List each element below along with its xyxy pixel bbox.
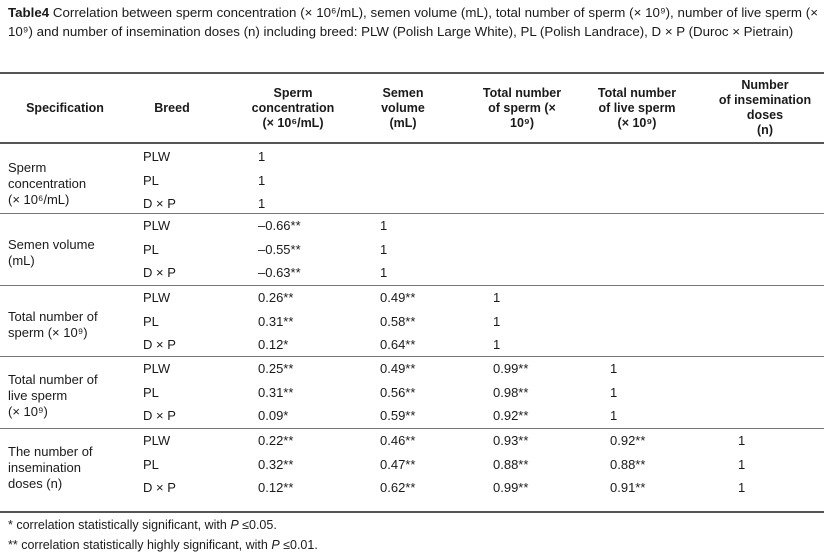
row-group-label-line: The number of: [8, 444, 93, 459]
value-cell: 0.91**: [610, 480, 646, 495]
value-cell: 0.99**: [493, 480, 529, 495]
footnote-highly-significant: [8, 538, 318, 552]
breed-cell: PL: [143, 456, 159, 472]
value-cell: 1: [380, 218, 388, 233]
value-cell: 0.59**: [380, 408, 416, 423]
value-cell: –0.63**: [258, 265, 301, 280]
column-header-line: 10⁹): [510, 115, 534, 130]
value-cell: –0.66**: [258, 218, 301, 233]
value-cell: 0.49**: [380, 290, 416, 305]
row-group-label-line: insemination: [8, 460, 81, 475]
footnote-p: P: [230, 518, 239, 532]
group-separator: [0, 356, 824, 357]
value-cell: 0.22**: [258, 433, 294, 448]
row-group-label-line: live sperm: [8, 388, 68, 403]
value-cell: 0.64**: [380, 337, 416, 352]
value-cell: 0.88**: [493, 456, 529, 472]
column-header-line: (mL): [389, 115, 417, 130]
value-cell: 0.46**: [380, 433, 416, 448]
breed-cell: PL: [143, 172, 159, 188]
column-header-line: Total number: [597, 85, 677, 100]
column-header-line: volume: [381, 100, 425, 115]
value-cell: 0.92**: [493, 408, 529, 423]
table-caption: [8, 3, 818, 41]
row-group-label-line: sperm (× 10⁹): [8, 325, 88, 340]
column-header-line: of sperm (×: [488, 100, 556, 115]
row-group-label-line: Sperm: [8, 160, 47, 175]
value-cell: 0.98**: [493, 384, 529, 400]
column-header: [363, 86, 443, 131]
breed-cell: D × P: [143, 265, 176, 280]
footnote-text: * correlation statistically significant, with: [8, 518, 231, 532]
value-cell: 0.25**: [258, 361, 294, 376]
breed-cell: D × P: [143, 337, 176, 352]
group-separator: [0, 213, 824, 214]
row-group-label-line: Semen volume: [8, 237, 95, 252]
group-separator: [0, 285, 824, 286]
bottom-rule: [0, 511, 824, 513]
column-header: [467, 86, 577, 131]
footnote-text: ≤0.01.: [279, 538, 318, 552]
value-cell: 0.26**: [258, 290, 294, 305]
value-cell: 0.09*: [258, 408, 289, 423]
column-header: [5, 101, 125, 116]
row-group-label-line: concentration: [8, 176, 87, 191]
value-cell: 0.47**: [380, 456, 416, 472]
value-cell: 0.31**: [258, 384, 294, 400]
footnote-text: ≤0.05.: [238, 518, 277, 532]
row-group-label-line: doses (n): [8, 476, 63, 491]
value-cell: 0.58**: [380, 313, 416, 329]
value-cell: 1: [610, 361, 618, 376]
breed-cell: PL: [143, 313, 159, 329]
column-header: [142, 101, 202, 116]
caption-text: Correlation between sperm concentration (× 10⁶/mL), semen volume (mL), total number of sperm (× 10⁹), number of live sperm (× 10⁹) and number of insemination doses (n) including breed: PLW (Polish Large White), PL (Polish Landrace), D × P (Duroc × Pietrain): [8, 5, 818, 39]
breed-cell: PLW: [143, 218, 171, 233]
value-cell: 1: [258, 172, 266, 188]
row-group-label: [8, 309, 133, 341]
table-label: Table4: [8, 5, 50, 20]
breed-cell: PLW: [143, 361, 171, 376]
column-header-line: (× 10⁹): [617, 115, 657, 130]
value-cell: 0.32**: [258, 456, 294, 472]
column-header-line: Sperm: [273, 85, 313, 100]
value-cell: –0.55**: [258, 241, 301, 257]
column-header-line: Specification: [26, 100, 104, 115]
breed-cell: D × P: [143, 480, 176, 495]
column-header-line: of live sperm: [598, 100, 676, 115]
value-cell: 1: [738, 433, 746, 448]
footnote-p: P: [271, 538, 280, 552]
value-cell: 1: [493, 337, 501, 352]
value-cell: 0.93**: [493, 433, 529, 448]
value-cell: 1: [610, 408, 618, 423]
top-rule: [0, 72, 824, 74]
row-group-label: [8, 237, 133, 269]
value-cell: 1: [493, 290, 501, 305]
column-header-line: concentration: [251, 100, 335, 115]
breed-cell: PL: [143, 241, 159, 257]
row-group-label-line: (× 10⁹): [8, 404, 48, 419]
value-cell: 0.56**: [380, 384, 416, 400]
breed-cell: PL: [143, 384, 159, 400]
column-header-line: Breed: [154, 100, 190, 115]
footnote-text: ** correlation statistically highly significant, with: [8, 538, 272, 552]
value-cell: 0.99**: [493, 361, 529, 376]
column-header: [710, 78, 820, 138]
column-header-line: Total number: [482, 85, 562, 100]
value-cell: 1: [493, 313, 501, 329]
row-group-label: [8, 372, 133, 420]
column-header: [238, 86, 348, 131]
column-header: [582, 86, 692, 131]
column-header-line: of insemination: [718, 93, 812, 107]
row-group-label-line: (× 10⁶/mL): [8, 192, 70, 207]
value-cell: 1: [738, 480, 746, 495]
value-cell: 1: [258, 149, 266, 164]
footnote-significant: [8, 518, 277, 532]
breed-cell: PLW: [143, 433, 171, 448]
header-rule: [0, 142, 824, 144]
value-cell: 0.62**: [380, 480, 416, 495]
value-cell: 1: [610, 384, 618, 400]
column-header-line: (n): [757, 123, 773, 137]
value-cell: 1: [380, 241, 388, 257]
value-cell: 1: [258, 196, 266, 211]
breed-cell: PLW: [143, 149, 171, 164]
value-cell: 1: [380, 265, 388, 280]
breed-cell: D × P: [143, 196, 176, 211]
column-header-line: (× 10⁶/mL): [262, 115, 324, 130]
value-cell: 0.92**: [610, 433, 646, 448]
row-group-label-line: Total number of: [8, 309, 98, 324]
breed-cell: D × P: [143, 408, 176, 423]
value-cell: 1: [738, 456, 746, 472]
value-cell: 0.88**: [610, 456, 646, 472]
breed-cell: PLW: [143, 290, 171, 305]
row-group-label: [8, 160, 133, 208]
column-header-line: doses: [746, 108, 784, 122]
row-group-label-line: Total number of: [8, 372, 98, 387]
row-group-label: [8, 444, 133, 492]
column-header-line: Number: [741, 78, 789, 92]
value-cell: 0.12*: [258, 337, 289, 352]
value-cell: 0.12**: [258, 480, 294, 495]
value-cell: 0.49**: [380, 361, 416, 376]
value-cell: 0.31**: [258, 313, 294, 329]
column-header-line: Semen: [382, 85, 424, 100]
row-group-label-line: (mL): [8, 253, 35, 268]
group-separator: [0, 428, 824, 429]
